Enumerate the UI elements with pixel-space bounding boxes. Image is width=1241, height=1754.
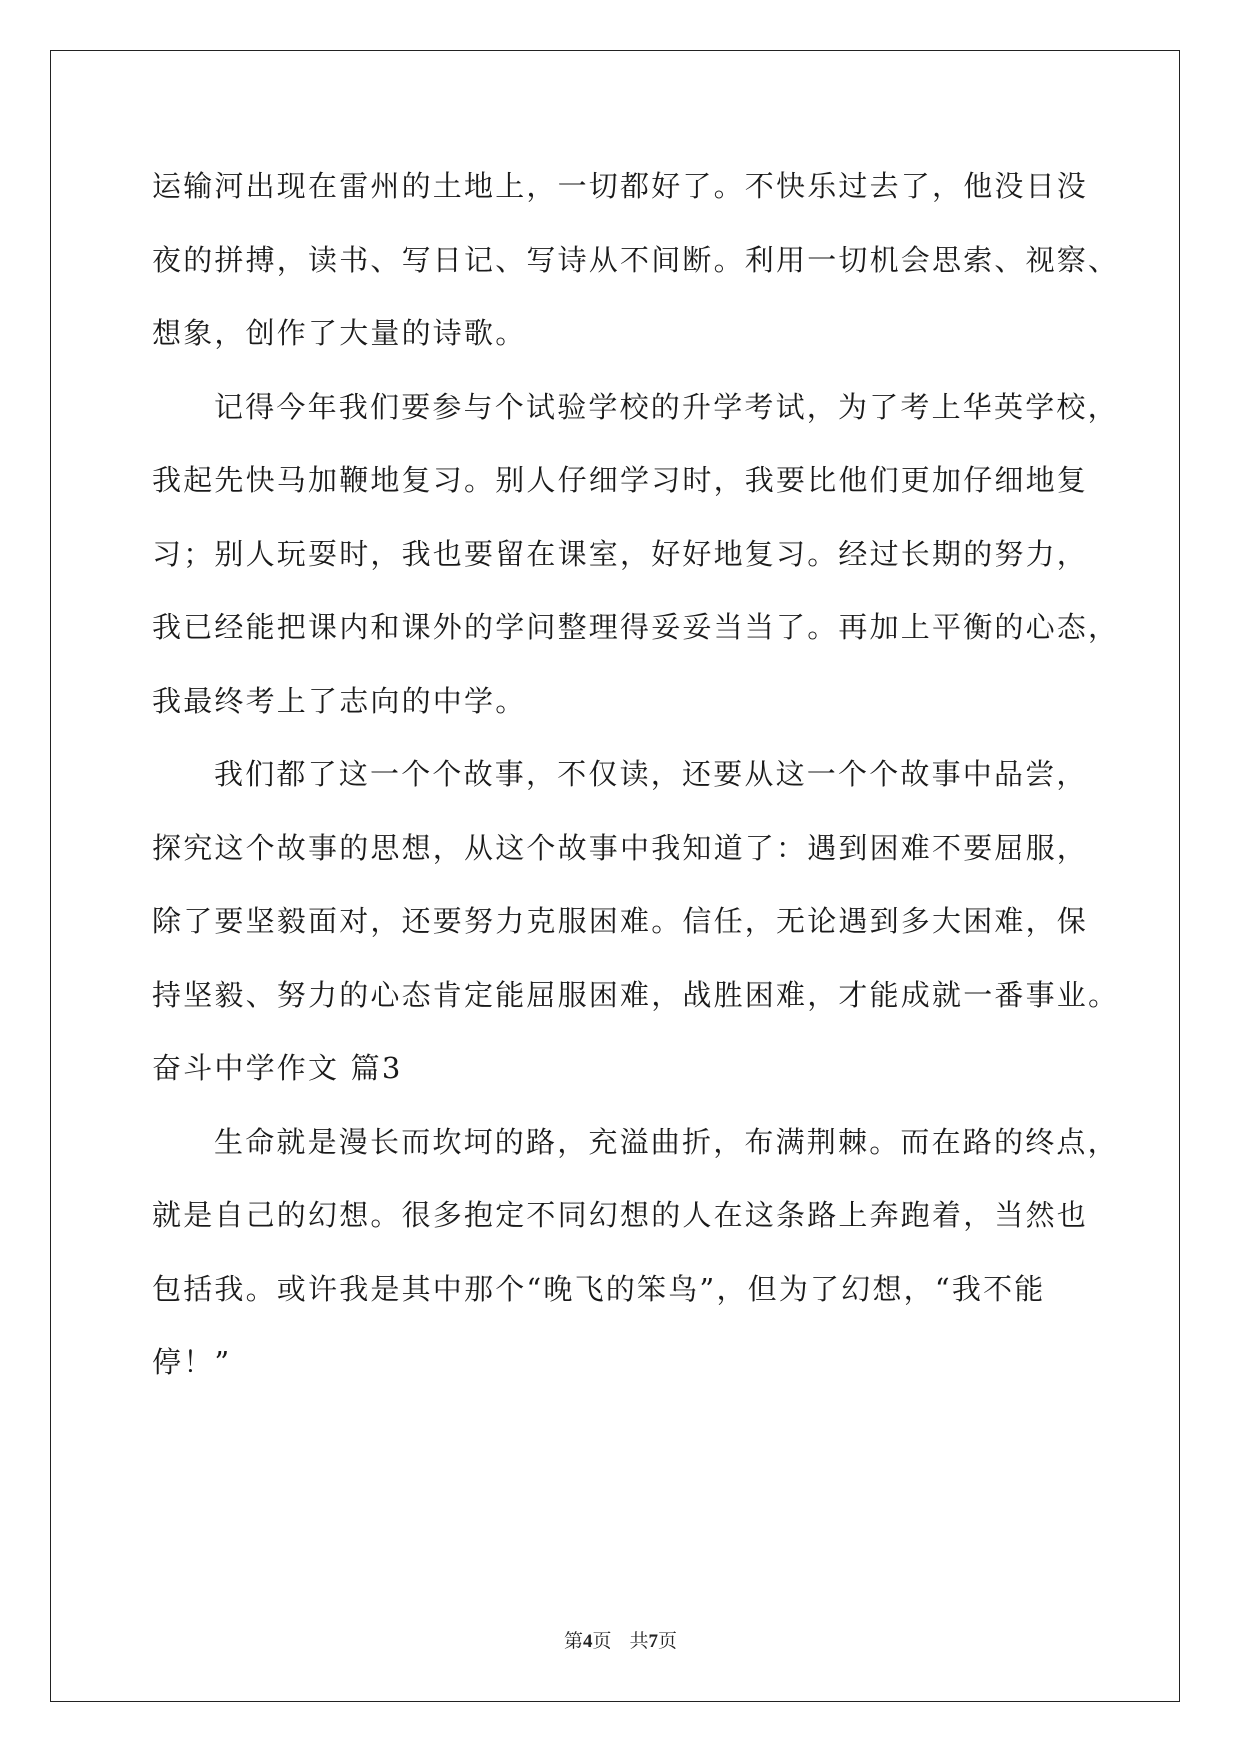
text-line: 我最终考上了志向的中学。 [152, 683, 527, 718]
footer-total-prefix: 共 [629, 1631, 649, 1652]
text-line: 运输河出现在雷州的土地上，一切都好了。不快乐过去了，他没日没 [152, 169, 1089, 203]
footer-total-number: 7 [648, 1631, 659, 1652]
text-line: 探究这个故事的思想，从这个故事中我知道了：遇到困难不要屈服， [152, 830, 1089, 865]
text-line: 习；别人玩耍时，我也要留在课室，好好地复习。经过长期的努力， [152, 536, 1089, 571]
text-line: 奋斗中学作文 篇3 [152, 1051, 403, 1085]
footer-page-number: 4 [582, 1631, 593, 1652]
text-line: 包括我。或许我是其中那个“晚飞的笨鸟”，但为了幻想，“我不能 [152, 1271, 1046, 1306]
footer-page-prefix: 第 [563, 1631, 583, 1652]
text-line: 持坚毅、努力的心态肯定能屈服困难，战胜困难，才能成就一番事业。 [152, 977, 1120, 1012]
footer-page-suffix: 页 [592, 1631, 612, 1652]
footer-total-suffix: 页 [658, 1631, 678, 1652]
text-line: 我们都了这一个个故事，不仅读，还要从这一个个故事中品尝， [214, 757, 1088, 791]
text-line: 夜的拼搏，读书、写日记、写诗从不间断。利用一切机会思索、视察、 [152, 242, 1120, 277]
document-body [152, 150, 1120, 1400]
text-line: 停！” [152, 1345, 232, 1379]
text-line: 想象，创作了大量的诗歌。 [152, 316, 527, 350]
text-line: 我已经能把课内和课外的学问整理得妥妥当当了。再加上平衡的心态， [152, 610, 1120, 644]
text-line: 我起先快马加鞭地复习。别人仔细学习时，我要比他们更加仔细地复 [152, 463, 1089, 497]
text-line: 生命就是漫长而坎坷的路，充溢曲折，布满荆棘。而在路的终点， [214, 1124, 1119, 1159]
page-footer [0, 1626, 1241, 1653]
text-line: 除了要坚毅面对，还要努力克服困难。信任，无论遇到多大困难，保 [152, 904, 1089, 938]
text-line: 就是自己的幻想。很多抱定不同幻想的人在这条路上奔跑着，当然也 [152, 1198, 1089, 1232]
text-line: 记得今年我们要参与个试验学校的升学考试，为了考上华英学校， [214, 389, 1119, 424]
